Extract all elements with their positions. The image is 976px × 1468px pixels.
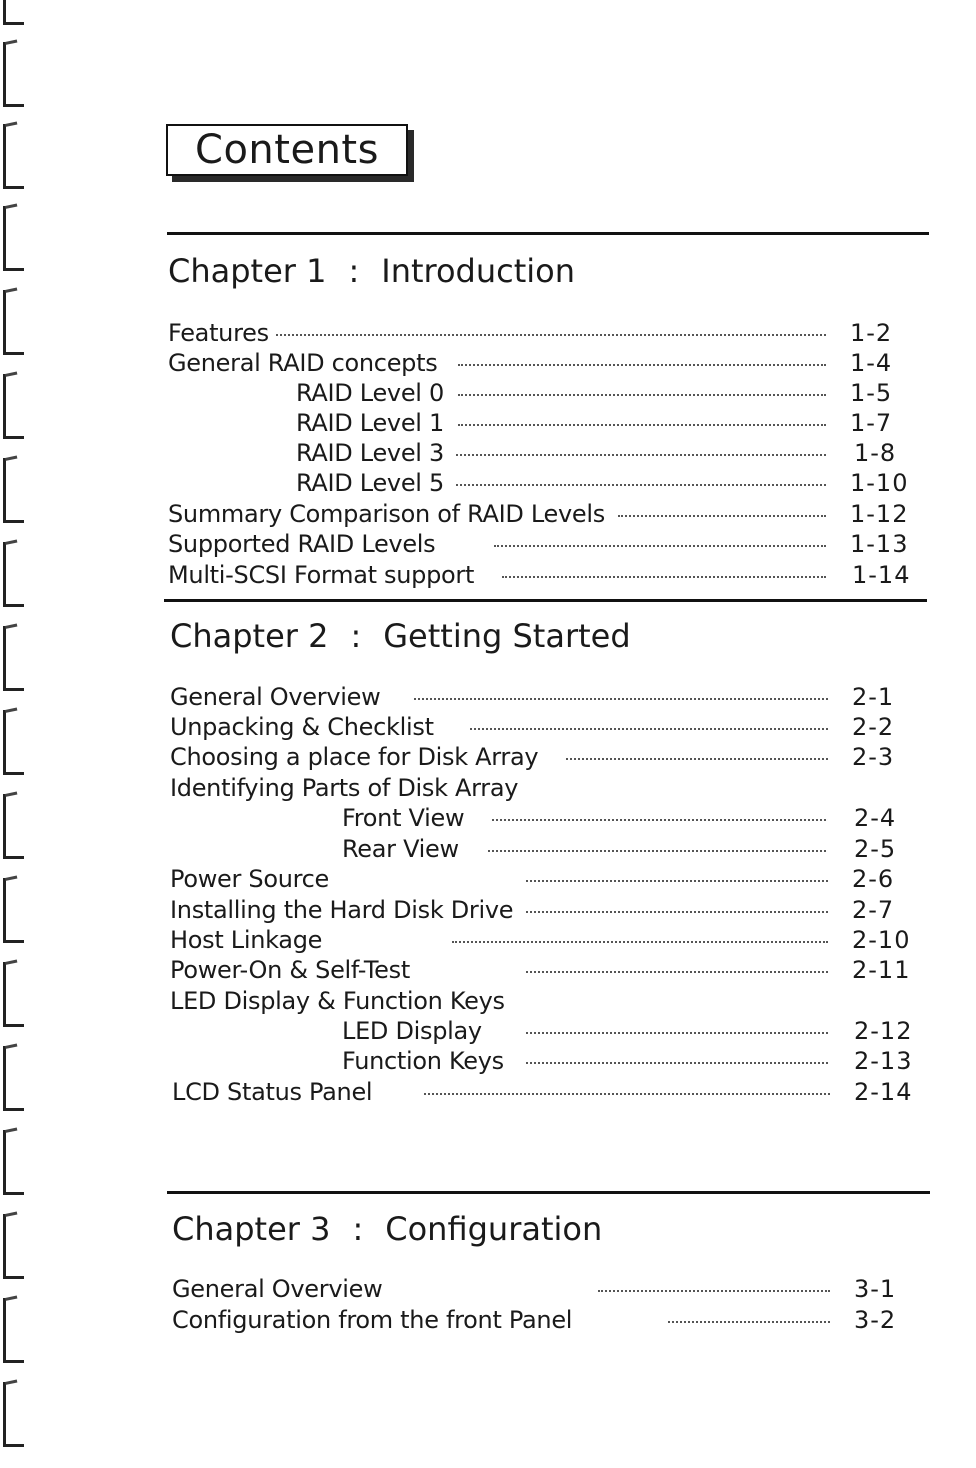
spiral-binding: [0, 0, 28, 1468]
dot-leader: [502, 576, 826, 578]
dot-leader: [414, 698, 828, 700]
chapter-2-heading: [170, 617, 631, 655]
dot-leader: [526, 1032, 828, 1034]
toc-page-number: 2-7: [852, 896, 895, 924]
toc-label: Features: [168, 319, 269, 347]
toc-entry[interactable]: [168, 529, 909, 559]
toc-entry[interactable]: [296, 408, 893, 438]
dot-leader: [526, 880, 828, 882]
toc-page-number: 1-14: [852, 561, 911, 589]
toc-label: General Overview: [172, 1275, 383, 1303]
toc-page-number: 2-10: [852, 926, 911, 954]
chapter-separator: :: [350, 617, 362, 655]
chapter-3-rule: [167, 1191, 930, 1194]
toc-entry[interactable]: [170, 712, 895, 742]
chapter-title: Getting Started: [383, 617, 631, 655]
toc-label: General RAID concepts: [168, 349, 438, 377]
dot-leader: [618, 515, 826, 517]
toc-entry[interactable]: [296, 468, 909, 498]
toc-entry[interactable]: [170, 773, 518, 803]
chapter-number: Chapter 1: [168, 252, 327, 290]
contents-heading: [166, 124, 408, 176]
dot-leader: [494, 545, 826, 547]
toc-page-number: 1-5: [850, 379, 893, 407]
dot-leader: [458, 394, 826, 396]
toc-label: RAID Level 0: [296, 379, 444, 407]
toc-entry[interactable]: [172, 1077, 913, 1107]
toc-label: Choosing a place for Disk Array: [170, 743, 539, 771]
toc-label: RAID Level 5: [296, 469, 444, 497]
toc-entry[interactable]: [168, 560, 911, 590]
toc-label: RAID Level 1: [296, 409, 444, 437]
toc-label: Front View: [342, 804, 465, 832]
toc-page-number: 2-3: [852, 743, 895, 771]
toc-label: Host Linkage: [170, 926, 323, 954]
toc-page-number: 1-12: [850, 500, 909, 528]
toc-page-number: 2-14: [854, 1078, 913, 1106]
dot-leader: [456, 484, 826, 486]
toc-page-number: 2-12: [854, 1017, 913, 1045]
toc-label: Power Source: [170, 865, 330, 893]
toc-entry[interactable]: [342, 1046, 913, 1076]
toc-entry[interactable]: [168, 499, 909, 529]
toc-label: Unpacking & Checklist: [170, 713, 434, 741]
toc-page-number: 1-7: [850, 409, 893, 437]
toc-label: Summary Comparison of RAID Levels: [168, 500, 605, 528]
chapter-1-rule: [167, 232, 929, 235]
toc-entry[interactable]: [170, 986, 505, 1016]
toc-label: Rear View: [342, 835, 459, 863]
toc-page-number: 1-2: [850, 319, 893, 347]
toc-entry[interactable]: [170, 895, 895, 925]
dot-leader: [668, 1321, 830, 1323]
contents-title: Contents: [195, 127, 379, 173]
chapter-separator: :: [352, 1210, 364, 1248]
toc-label: Installing the Hard Disk Drive: [170, 896, 514, 924]
dot-leader: [452, 941, 828, 943]
toc-label: Power-On & Self-Test: [170, 956, 410, 984]
toc-page-number: 1-13: [850, 530, 909, 558]
toc-label: LED Display: [342, 1017, 482, 1045]
chapter-title: Configuration: [385, 1210, 603, 1248]
dot-leader: [276, 334, 826, 336]
toc-label: RAID Level 3: [296, 439, 444, 467]
toc-page-number: 1-8: [854, 439, 897, 467]
chapter-number: Chapter 2: [170, 617, 329, 655]
dot-leader: [566, 758, 828, 760]
toc-entry[interactable]: [172, 1274, 897, 1304]
toc-page-number: 2-1: [852, 683, 895, 711]
toc-label: General Overview: [170, 683, 381, 711]
toc-label: LED Display & Function Keys: [170, 987, 505, 1015]
chapter-number: Chapter 3: [172, 1210, 331, 1248]
toc-page-number: 2-13: [854, 1047, 913, 1075]
toc-label: Multi-SCSI Format support: [168, 561, 475, 589]
chapter-3-heading: [172, 1210, 602, 1248]
toc-entry[interactable]: [170, 864, 895, 894]
toc-label: LCD Status Panel: [172, 1078, 373, 1106]
toc-entry[interactable]: [342, 1016, 913, 1046]
dot-leader: [526, 971, 828, 973]
toc-label: Supported RAID Levels: [168, 530, 436, 558]
toc-entry[interactable]: [170, 682, 895, 712]
toc-page-number: 3-1: [854, 1275, 897, 1303]
toc-page-number: 2-4: [854, 804, 897, 832]
dot-leader: [424, 1093, 830, 1095]
toc-page-number: 2-2: [852, 713, 895, 741]
toc-entry[interactable]: [296, 438, 897, 468]
chapter-separator: :: [348, 252, 360, 290]
toc-entry[interactable]: [342, 803, 897, 833]
chapter-title: Introduction: [381, 252, 576, 290]
dot-leader: [458, 364, 826, 366]
toc-entry[interactable]: [342, 834, 897, 864]
toc-page-number: 2-6: [852, 865, 895, 893]
toc-entry[interactable]: [168, 348, 893, 378]
toc-page-number: 1-10: [850, 469, 909, 497]
toc-entry[interactable]: [170, 925, 911, 955]
dot-leader: [492, 819, 826, 821]
toc-entry[interactable]: [296, 378, 893, 408]
dot-leader: [526, 1062, 828, 1064]
toc-page-number: 3-2: [854, 1306, 897, 1334]
dot-leader: [456, 454, 826, 456]
chapter-1-heading: [168, 252, 575, 290]
toc-page-number: 1-4: [850, 349, 893, 377]
toc-label: Identifying Parts of Disk Array: [170, 774, 519, 802]
dot-leader: [470, 728, 828, 730]
dot-leader: [488, 850, 826, 852]
toc-label: Configuration from the front Panel: [172, 1306, 573, 1334]
toc-entry[interactable]: [170, 742, 895, 772]
dot-leader: [458, 424, 826, 426]
chapter-2-rule: [164, 599, 927, 602]
toc-entry[interactable]: [172, 1305, 897, 1335]
toc-label: Function Keys: [342, 1047, 504, 1075]
dot-leader: [526, 911, 828, 913]
toc-page-number: 2-11: [852, 956, 911, 984]
toc-page-number: 2-5: [854, 835, 897, 863]
toc-entry[interactable]: [168, 318, 893, 348]
toc-entry[interactable]: [170, 955, 911, 985]
dot-leader: [598, 1290, 830, 1292]
